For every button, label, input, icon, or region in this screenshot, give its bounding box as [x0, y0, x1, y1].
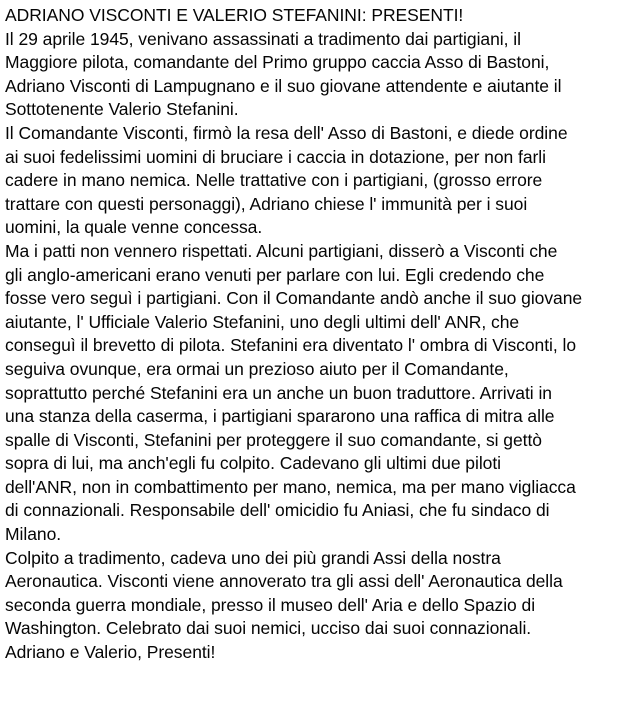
post-line: soprattutto perché Stefanini era un anche un buon traduttore. Arrivati in	[5, 382, 552, 403]
post-line: cadere in mano nemica. Nelle trattative con i partigiani, (grosso errore	[5, 170, 543, 191]
post-line: ADRIANO VISCONTI E VALERIO STEFANINI: PRESENTI!	[5, 5, 464, 25]
post-line: Adriano e Valerio, Presenti!	[5, 642, 216, 663]
post-line: Maggiore pilota, comandante del Primo gruppo caccia Asso di Bastoni,	[5, 52, 550, 73]
post-line: uomini, la quale venne concessa.	[5, 217, 263, 238]
post-line: dell'ANR, non in combattimento per mano, nemica, ma per mano vigliacca	[5, 476, 576, 497]
post-line: ai suoi fedelissimi uomini di bruciare i caccia in dotazione, per non farli	[5, 146, 546, 167]
post-line: conseguì il brevetto di pilota. Stefanini era diventato l' ombra di Visconti, lo	[5, 335, 577, 356]
post-line: seconda guerra mondiale, presso il museo dell' Aria e dello Spazio di	[5, 594, 536, 615]
post-line: Milano.	[5, 524, 62, 545]
post-line: una stanza della caserma, i partigiani spararono una raffica di mitra alle	[5, 406, 555, 427]
post-line: fosse vero seguì i partigiani. Con il Comandante andò anche il suo giovane	[5, 288, 583, 309]
post-line: trattare con questi personaggi), Adriano chiese l' immunità per i suoi	[5, 193, 528, 214]
post-line: Washington. Celebrato dai suoi nemici, ucciso dai suoi connazionali.	[5, 618, 532, 639]
post-line: Sottotenente Valerio Stefanini.	[5, 99, 239, 120]
post-line: sopra di lui, ma anch'egli fu colpito. Cadevano gli ultimi due piloti	[5, 453, 502, 474]
post-line: Colpito a tradimento, cadeva uno dei più grandi Assi della nostra	[5, 547, 501, 568]
post-line: di connazionali. Responsabile dell' omicidio fu Aniasi, che fu sindaco di	[5, 500, 550, 521]
post-line: Adriano Visconti di Lampugnano e il suo giovane attendente e aiutante il	[5, 75, 562, 96]
post-line: Il Comandante Visconti, firmò la resa dell' Asso di Bastoni, e diede ordine	[5, 122, 568, 143]
post-line: spalle di Visconti, Stefanini per proteggere il suo comandante, si gettò	[5, 429, 542, 450]
post-line: aiutante, l' Ufficiale Valerio Stefanini, uno degli ultimi dell' ANR, che	[5, 311, 520, 332]
post-line: Il 29 aprile 1945, venivano assassinati a tradimento dai partigiani, il	[5, 28, 521, 49]
post-line: Aeronautica. Visconti viene annoverato tra gli assi dell' Aeronautica della	[5, 571, 563, 592]
post-line: Ma i patti non vennero rispettati. Alcuni partigiani, disserò a Visconti che	[5, 240, 558, 261]
post-line: seguiva ovunque, era ormai un prezioso aiuto per il Comandante,	[5, 358, 509, 379]
post-line: gli anglo-americani erano venuti per parlare con lui. Egli credendo che	[5, 264, 545, 285]
